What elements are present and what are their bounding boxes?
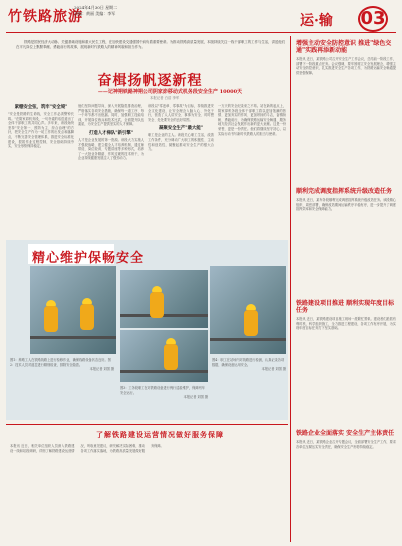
lead-paragraph: 铁路是国民经济大动脉、关键基础设施和重大民生工程，在加快建设交通强国中肩负着重要使命。为推动铁路高质量发展，本版持续关注一线干部职工的工作与生活，讲述他们在平凡岗位上默默奉献、勇毅前行的故事，展现新时代铁路人的精神风貌和担当作为。 bbox=[16, 40, 286, 49]
caption-right-credit: 本报记者 刘国 摄 bbox=[261, 367, 286, 372]
article-column-2 bbox=[78, 104, 144, 161]
col3-body-2: 职工是企业的主人。该段关心职工生活，改善工作条件，充分调动广大职工的积极性、主动性和创造性，凝聚起推动安全生产的强大合力。 bbox=[148, 133, 214, 152]
col2-subtitle: 打造人才梯队"新引擎" bbox=[88, 130, 134, 136]
photo-station-check bbox=[120, 330, 208, 382]
right-article-3 bbox=[296, 300, 396, 331]
article-column-1 bbox=[8, 104, 74, 149]
worker-figure bbox=[44, 306, 58, 332]
worker-figure bbox=[150, 292, 164, 318]
right-article-2-body: 本报讯 近日，某车务段顺利完成调度指挥系统升级改造任务。该段精心组织、周密部署，确保改造期间运输秩序平稳有序，进一步提升了调度指挥效率和安全保障能力。 bbox=[296, 198, 396, 212]
date-line-2: 责编：黄丽 美编：李军 bbox=[74, 11, 116, 16]
right-article-1 bbox=[296, 40, 396, 75]
worker-figure bbox=[80, 304, 94, 330]
helmet-icon bbox=[46, 300, 56, 306]
right-column-rule bbox=[290, 36, 291, 542]
rail-line bbox=[210, 338, 286, 341]
main-headline: 奋楫扬帆逐新程 bbox=[97, 73, 203, 89]
section-title: 运·输 bbox=[300, 13, 333, 29]
bottom-headline: 了解铁路建设运营情况做好服务保障 bbox=[96, 430, 224, 439]
col3-subtitle: 凝聚安全生产"最大能" bbox=[158, 126, 204, 132]
right-article-3-body: 本报讯 近日，某铁路建设项目施工现场一派繁忙景象。建设者们抢抓有利时机，科学组织施工，全力推进工程建设，各项工作有序开展，为实现年度目标任务打下坚实基础。 bbox=[296, 317, 396, 331]
right-article-1-body: 本报讯 近日，某铁路公司召开安全生产工作会议，总结前一阶段工作，部署下一阶段重点任务。会议强调，要牢固树立安全发展理念，增强主动安全防控意识，扎实推进安全生产各项工作，为铁路运输安全畅通提供坚强保障。 bbox=[296, 57, 396, 75]
worker-figure bbox=[164, 344, 178, 370]
right-article-4-headline: 铁路企业全面落实 安全生产主体责任 bbox=[296, 430, 395, 437]
date-line-1: 2024年4月30日 星期二 bbox=[74, 5, 118, 10]
photo-equipment-patrol bbox=[210, 266, 286, 354]
photo-switch-inspection bbox=[120, 270, 208, 328]
dateline bbox=[74, 5, 117, 17]
col3-body: 该段以"零违章、零事故"为目标，持续推进安全文化建设，让安全理念入脑入心、外化于行，营造了人人讲安全、事事为安全、时时想安全、处处要安全的良好氛围。 bbox=[148, 104, 214, 122]
caption-mid-text: 图3：工务段职工在对铁路设备进行例行巡检维护，保障列车安全运行。 bbox=[120, 386, 205, 395]
rail-line bbox=[30, 336, 116, 339]
helmet-icon bbox=[152, 286, 162, 292]
right-article-2-headline: 顺利完成调度指挥系统升级改造任务 bbox=[296, 188, 393, 195]
helmet-icon bbox=[246, 304, 256, 310]
right-article-1-headline: 增强主动安全防控意识 推进"绿色交通"实践再添新动能 bbox=[296, 40, 392, 54]
photo-caption-mid bbox=[120, 386, 208, 400]
right-article-4-body: 本报讯 近日，某铁路企业召开专题会议，全面部署安全生产工作，要求各单位压紧压实安全责任，确保安全生产形势持续稳定。 bbox=[296, 440, 396, 449]
col1-body: "安全是铁路的生命线，安全工作必须警钟长鸣。"在阴家峁机务段，一句朴素的话语道出了全体干部职工的共同心声。多年来，该段始终坚持"安全第一、预防为主、综合治理"的方针，把安全生产作为一切工作的出发点和落脚点，不断完善安全管理体系，推进安全标准化建设，狠抓作业过程控制，安全基础持续夯实，安全形势保持稳定。 bbox=[8, 112, 74, 149]
byline: 本报记者 白浩 李军 bbox=[150, 96, 180, 100]
worker-figure bbox=[244, 310, 258, 336]
helmet-icon bbox=[82, 298, 92, 304]
article-column-4 bbox=[218, 104, 286, 136]
right-article-2 bbox=[296, 188, 396, 212]
article-column-3 bbox=[148, 104, 214, 152]
rail-line bbox=[120, 370, 208, 373]
col2-body: 他们坚持问题导向，深入开展隐患排查治理，严格落实各项安全措施，确保每一道工序、每一个环节都不出纰漏。同时，加强职工技能培训，开展岗位练兵和技术比武，全面提升队伍素质，为安全生产提供坚实的人才保障。 bbox=[78, 104, 144, 127]
col2-body-2: 人才是企业发展的第一资源。该段大力实施人才强段战略，建立健全人才培养机制，通过师带徒、岗位轮训、专题讲座等多种形式，培养了一大批业务精湛、作风过硬的技术骨干，为企业持续健康发展注入了强劲动力。 bbox=[78, 137, 144, 161]
right-article-4 bbox=[296, 430, 396, 449]
helmet-icon bbox=[166, 338, 176, 344]
photo-track-workers bbox=[30, 266, 116, 354]
caption-left-credit: 本报记者 刘国 摄 bbox=[89, 367, 114, 372]
caption-right-text: 图4：职工在站场内对线路进行检测，认真记录各项数据，确保设备运用安全。 bbox=[212, 358, 285, 367]
photo-caption-left bbox=[10, 358, 114, 372]
photo-section-title: 精心维护保畅安全 bbox=[32, 251, 145, 266]
section-separator bbox=[6, 424, 288, 425]
bottom-article-body: 本报讯 近日，相关单位组织人员深入铁路建设一线和站段调研，详细了解铁路建设运营情况，听取意见建议，研究解决实际困难，推动各项工作落实落地，为铁路高质量发展做好服务保障。 bbox=[10, 444, 164, 453]
caption-mid-credit: 本报记者 刘国 摄 bbox=[183, 395, 208, 400]
rail-line bbox=[120, 314, 208, 317]
page-number: 03 bbox=[358, 6, 388, 32]
masthead-logo: 竹铁路旅游 bbox=[8, 9, 83, 25]
masthead-rule bbox=[6, 32, 396, 33]
col4-body: 一万天的安全纪录来之不易。站在新的起点上，阴家峁机务段全体干部职工将以更加饱满的热情、更加务实的作风、更加昂扬的斗志，奋楫扬帆、勇毅前行，为确保铁路运输安全畅通、服务地方经济社会发展作出新的更大贡献。这是一份荣誉，更是一份责任。他们将继续坚守初心，以实际行动书写新时代铁路人的担当与使命。 bbox=[218, 104, 286, 136]
main-subhead: ——记神朔铁路神朔公司阴家峁移动式机务段安全生产 10000天 bbox=[97, 89, 243, 95]
right-article-3-headline: 铁路建设项目推进 顺利实现年度目标任务 bbox=[296, 300, 395, 314]
photo-caption-right bbox=[212, 358, 286, 372]
caption-left-text: 图1：养路工人在铁路线路上进行检修作业，确保线路设备状态良好。图2：技术人员对道岔进行精细检查，排除安全隐患。 bbox=[10, 358, 111, 367]
col1-subtitle: 紧绷安全弦，筑牢"安全堤" bbox=[14, 105, 68, 110]
